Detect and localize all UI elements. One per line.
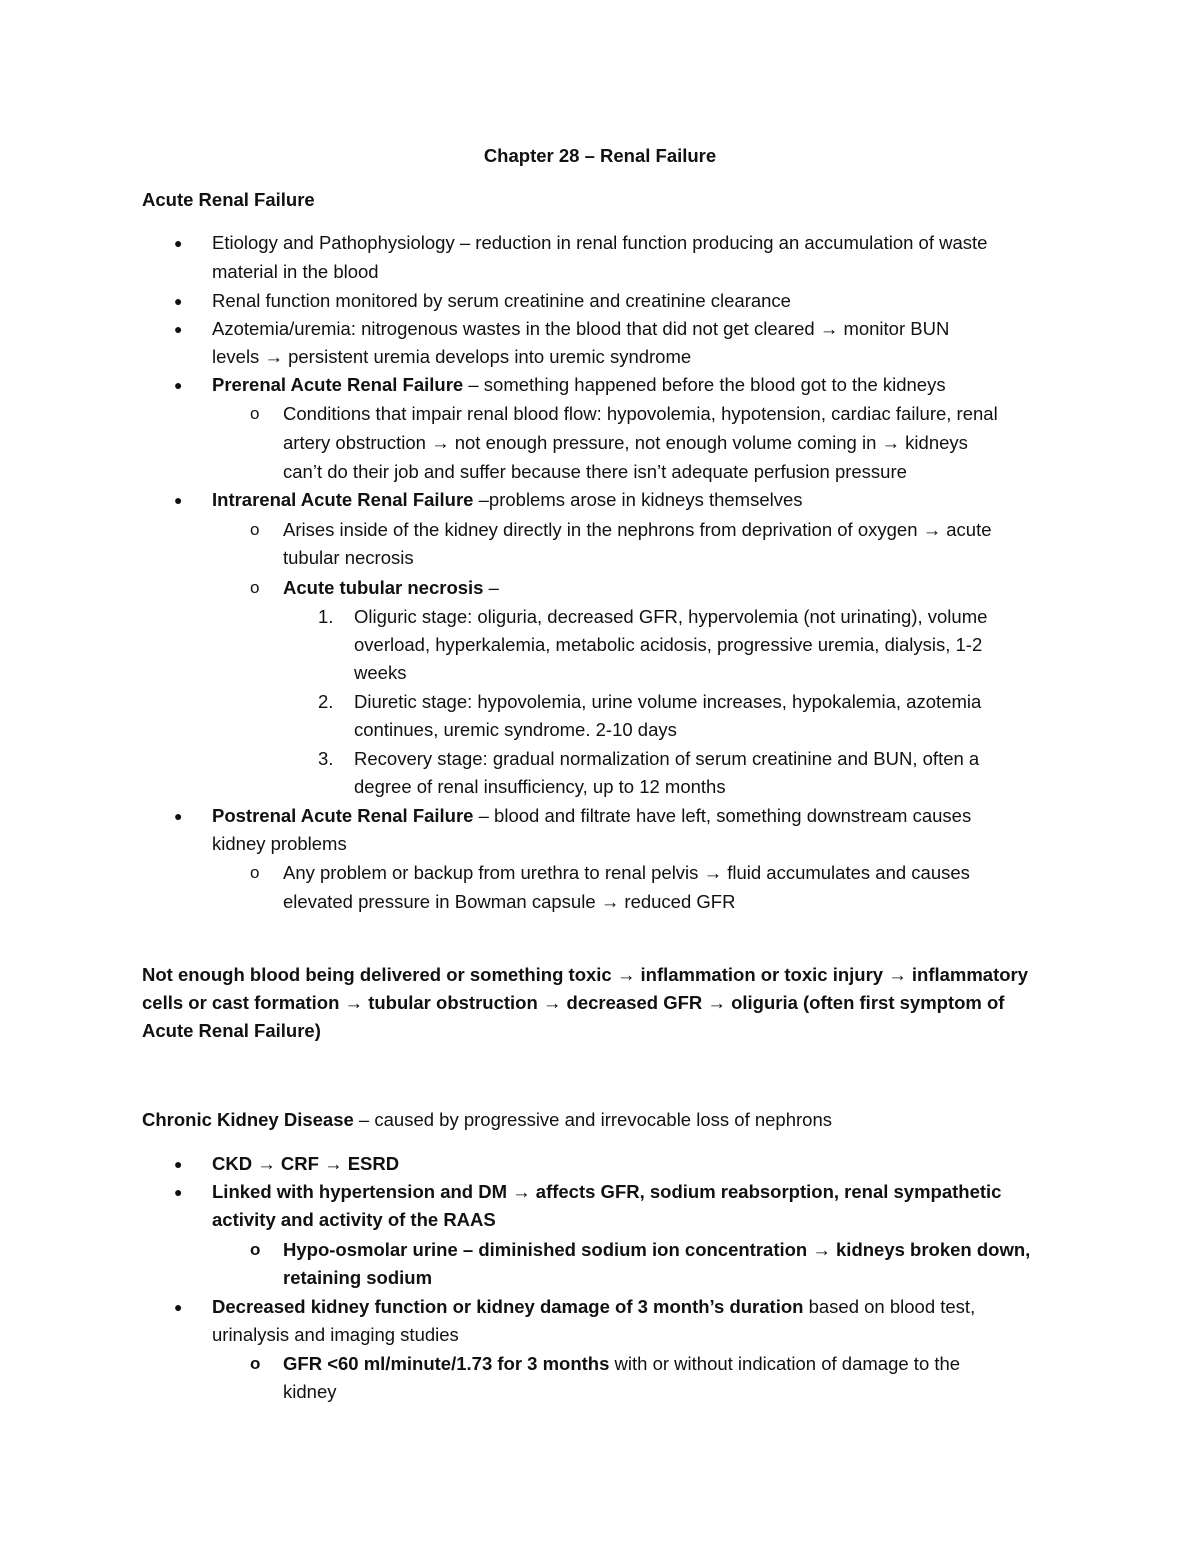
text-span: reduced GFR: [624, 891, 736, 912]
list-item-text: [212, 1293, 975, 1321]
arrow-icon: →: [512, 1181, 531, 1202]
text-span: affects GFR, sodium reabsorption, renal sympathetic: [535, 1181, 1002, 1202]
text-span: kidneys: [905, 432, 968, 453]
bold-term: Acute tubular necrosis: [283, 577, 484, 598]
text-span: Azotemia/uremia: nitrogenous wastes in the blood that did not get cleared: [212, 318, 815, 339]
text-span: inflammation or toxic injury: [640, 964, 884, 985]
list-item-text: [212, 1150, 399, 1178]
sub-item-text: [283, 574, 499, 602]
summary-line: [142, 961, 1028, 989]
bullet-icon: ●: [174, 235, 183, 251]
bold-term: Prerenal Acute Renal Failure: [212, 374, 464, 395]
bullet-icon: ●: [174, 808, 183, 824]
text-span: tubular obstruction: [368, 992, 538, 1013]
text-span: –: [483, 577, 499, 598]
numbered-item-text: continues, uremic syndrome. 2-10 days: [354, 719, 677, 740]
sub-bullet-icon: o: [250, 1354, 261, 1373]
summary-line: [142, 989, 1004, 1017]
arrow-icon: →: [542, 992, 562, 1013]
numbered-item-text: overload, hyperkalemia, metabolic acidosis, progressive uremia, dialysis, 1-2: [354, 634, 983, 655]
arrow-icon: →: [922, 519, 942, 540]
arrow-icon: →: [600, 891, 620, 912]
numbered-item-text: Oliguric stage: oliguria, decreased GFR, hypervolemia (not urinating), volume: [354, 606, 988, 627]
arrow-icon: →: [431, 432, 450, 453]
text-span: ESRD: [347, 1153, 400, 1174]
list-item-text: [212, 486, 803, 514]
arrow-icon: →: [344, 992, 364, 1013]
sub-item-text: [283, 1236, 1030, 1264]
sub-item-text: [283, 429, 968, 457]
text-span: decreased GFR: [566, 992, 703, 1013]
arrow-icon: →: [264, 346, 283, 367]
text-span: acute: [946, 519, 992, 540]
text-span: Not enough blood being delivered or something toxic: [142, 964, 612, 985]
list-item-text: [212, 802, 971, 830]
arrow-icon: →: [703, 862, 723, 883]
text-span: oliguria (often first symptom of: [731, 992, 1005, 1013]
numbered-item-text: weeks: [354, 662, 407, 683]
list-item-text: [212, 343, 691, 371]
text-span: kidneys broken down,: [836, 1239, 1031, 1260]
bullet-icon: ●: [174, 1299, 183, 1315]
sub-bullet-icon: o: [250, 578, 260, 597]
numbered-item-text: Recovery stage: gradual normalization of serum creatinine and BUN, often a: [354, 748, 980, 769]
list-item-text: Renal function monitored by serum creatinine and creatinine clearance: [212, 290, 791, 311]
arrow-icon: →: [888, 964, 907, 985]
bold-term: Postrenal Acute Renal Failure: [212, 805, 474, 826]
arrow-icon: →: [707, 992, 726, 1013]
text-span: CRF: [280, 1153, 319, 1174]
text-span: artery obstruction: [283, 432, 426, 453]
list-item-text: activity and activity of the RAAS: [212, 1209, 496, 1230]
bold-term: Chronic Kidney Disease: [142, 1109, 354, 1130]
summary-line: Acute Renal Failure): [142, 1020, 321, 1041]
list-item-text: Etiology and Pathophysiology – reduction in renal function producing an accumulation of waste: [212, 232, 988, 253]
text-span: – something happened before the blood got to the kidneys: [463, 374, 946, 395]
text-span: CKD: [212, 1153, 253, 1174]
text-span: Linked with hypertension and DM: [212, 1181, 507, 1202]
arrow-icon: →: [257, 1153, 276, 1174]
text-span: monitor BUN: [843, 318, 950, 339]
text-span: –problems arose in kidneys themselves: [473, 489, 803, 510]
sub-item-text: [283, 1350, 960, 1378]
sub-item-text: [283, 888, 735, 916]
list-item-text: urinalysis and imaging studies: [212, 1324, 459, 1345]
arrow-icon: →: [324, 1153, 343, 1174]
text-span: levels: [212, 346, 260, 367]
bold-term: Intrarenal Acute Renal Failure: [212, 489, 474, 510]
arrow-icon: →: [812, 1239, 831, 1260]
list-number: 1.: [318, 606, 334, 627]
sub-item-text: kidney: [283, 1381, 337, 1402]
numbered-item-text: degree of renal insufficiency, up to 12 months: [354, 776, 726, 797]
text-span: – caused by progressive and irrevocable loss of nephrons: [353, 1109, 832, 1130]
section-heading-ckd: [142, 1106, 832, 1134]
sub-item-text: tubular necrosis: [283, 547, 414, 568]
arrow-icon: →: [616, 964, 636, 985]
text-span: Arises inside of the kidney directly in the nephrons from deprivation of oxygen: [283, 519, 918, 540]
numbered-item-text: Diuretic stage: hypovolemia, urine volume increases, hypokalemia, azotemia: [354, 691, 982, 712]
sub-item-text: can’t do their job and suffer because there isn’t adequate perfusion pressure: [283, 461, 907, 482]
text-span: fluid accumulates and causes: [727, 862, 970, 883]
bullet-icon: ●: [174, 492, 183, 508]
list-item-text: [212, 1178, 1001, 1206]
sub-bullet-icon: o: [250, 404, 260, 423]
list-number: 2.: [318, 691, 334, 712]
section-heading-acute: Acute Renal Failure: [142, 189, 315, 210]
bullet-icon: ●: [174, 377, 183, 393]
list-item-text: material in the blood: [212, 261, 379, 282]
sub-item-text: retaining sodium: [283, 1267, 433, 1288]
sub-bullet-icon: o: [250, 520, 260, 539]
text-span: cells or cast formation: [142, 992, 340, 1013]
bullet-icon: ●: [174, 293, 183, 309]
arrow-icon: →: [819, 318, 839, 339]
bullet-icon: ●: [174, 1156, 183, 1172]
text-span: not enough pressure, not enough volume coming in: [454, 432, 877, 453]
sub-item-text: Conditions that impair renal blood flow: hypovolemia, hypotension, cardiac failure, renal: [283, 403, 998, 424]
text-span: persistent uremia develops into uremic syndrome: [288, 346, 692, 367]
text-span: inflammatory: [911, 964, 1029, 985]
text-span: Hypo-osmolar urine – diminished sodium ion concentration: [283, 1239, 808, 1260]
list-item-text: kidney problems: [212, 833, 347, 854]
text-span: elevated pressure in Bowman capsule: [283, 891, 596, 912]
list-item-text: [212, 371, 946, 399]
sub-bullet-icon: o: [250, 1240, 261, 1259]
bullet-icon: ●: [174, 1184, 183, 1200]
page-title: Chapter 28 – Renal Failure: [483, 145, 717, 166]
sub-item-text: [283, 859, 970, 887]
text-span: Any problem or backup from urethra to renal pelvis: [283, 862, 699, 883]
bold-term: Decreased kidney function or kidney damage of 3 month’s duration: [212, 1296, 804, 1317]
text-span: with or without indication of damage to the: [609, 1353, 961, 1374]
text-span: based on blood test,: [803, 1296, 976, 1317]
text-span: – blood and filtrate have left, something downstream causes: [473, 805, 972, 826]
sub-item-text: [283, 516, 992, 544]
sub-bullet-icon: o: [250, 863, 260, 882]
list-item-text: [212, 315, 949, 343]
bullet-icon: ●: [174, 321, 183, 337]
bold-term: GFR <60 ml/minute/1.73 for 3 months: [283, 1353, 610, 1374]
arrow-icon: →: [881, 432, 901, 453]
list-number: 3.: [318, 748, 334, 769]
